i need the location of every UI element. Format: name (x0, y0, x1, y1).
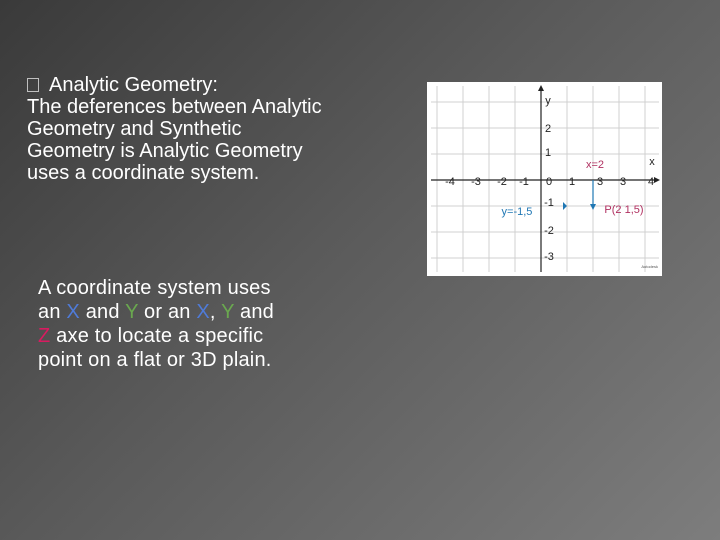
y-tick-neg3: -3 (544, 251, 554, 263)
x-tick-4: 4 (647, 176, 655, 188)
text-comma: , (209, 301, 222, 323)
intro-line-4: uses a coordinate system. (27, 162, 260, 184)
text-and-end: and (234, 301, 274, 323)
point-label: P(2 1,5) (604, 204, 644, 216)
z-word: Z (38, 325, 51, 347)
coordinate-graph (427, 82, 662, 276)
heading-text: Analytic Geometry: (49, 74, 218, 96)
x-tick-neg3: -3 (471, 176, 481, 188)
desc-line-3 (38, 324, 338, 348)
line-y-label: y=-1,5 (501, 206, 533, 218)
desc-line-4: point on a flat or 3D plain. (38, 349, 272, 371)
coordinate-description (38, 276, 338, 372)
text-and: and (79, 301, 126, 323)
x-tick-neg1: -1 (519, 176, 529, 188)
y-word: Y (125, 301, 139, 323)
x-axis-label: x (649, 156, 655, 168)
y-tick-neg2: -2 (544, 225, 554, 237)
y-axis-label: y (545, 95, 551, 107)
line-x-arrow (590, 204, 596, 210)
text-or-an: or an (138, 301, 197, 323)
y-tick-1: 1 (544, 147, 552, 159)
y-word-2: Y (221, 301, 235, 323)
x-word: X (66, 301, 80, 323)
intro-line-3: Geometry is Analytic Geometry (27, 140, 303, 162)
x-tick-2: 3 (596, 176, 604, 188)
y-tick-neg1: -1 (544, 197, 554, 209)
desc-line-2 (38, 300, 338, 324)
intro-line-1: The deferences between Analytic (27, 96, 322, 118)
y-tick-2: 2 (544, 123, 552, 135)
desc-line-1: A coordinate system uses (38, 277, 271, 299)
intro-line-2: Geometry and Synthetic (27, 118, 242, 140)
x-tick-neg4: -4 (445, 176, 455, 188)
x-word-2: X (196, 301, 210, 323)
graph-watermark: Autodesk (641, 264, 658, 269)
bullet-heading (27, 74, 407, 96)
y-axis-arrow (538, 85, 544, 91)
line-x-label: x=2 (585, 159, 605, 171)
x-tick-3: 3 (619, 176, 627, 188)
text-an: an (38, 301, 67, 323)
intro-text (27, 74, 407, 184)
line-y-arrow (563, 202, 567, 210)
bullet-icon (27, 78, 39, 92)
x-tick-neg2: -2 (497, 176, 507, 188)
x-tick-0: 0 (545, 176, 553, 188)
x-tick-1: 1 (568, 176, 576, 188)
x-axis-arrow (654, 177, 660, 183)
graph-svg (427, 82, 662, 276)
text-axe: axe to locate a specific (50, 325, 264, 347)
